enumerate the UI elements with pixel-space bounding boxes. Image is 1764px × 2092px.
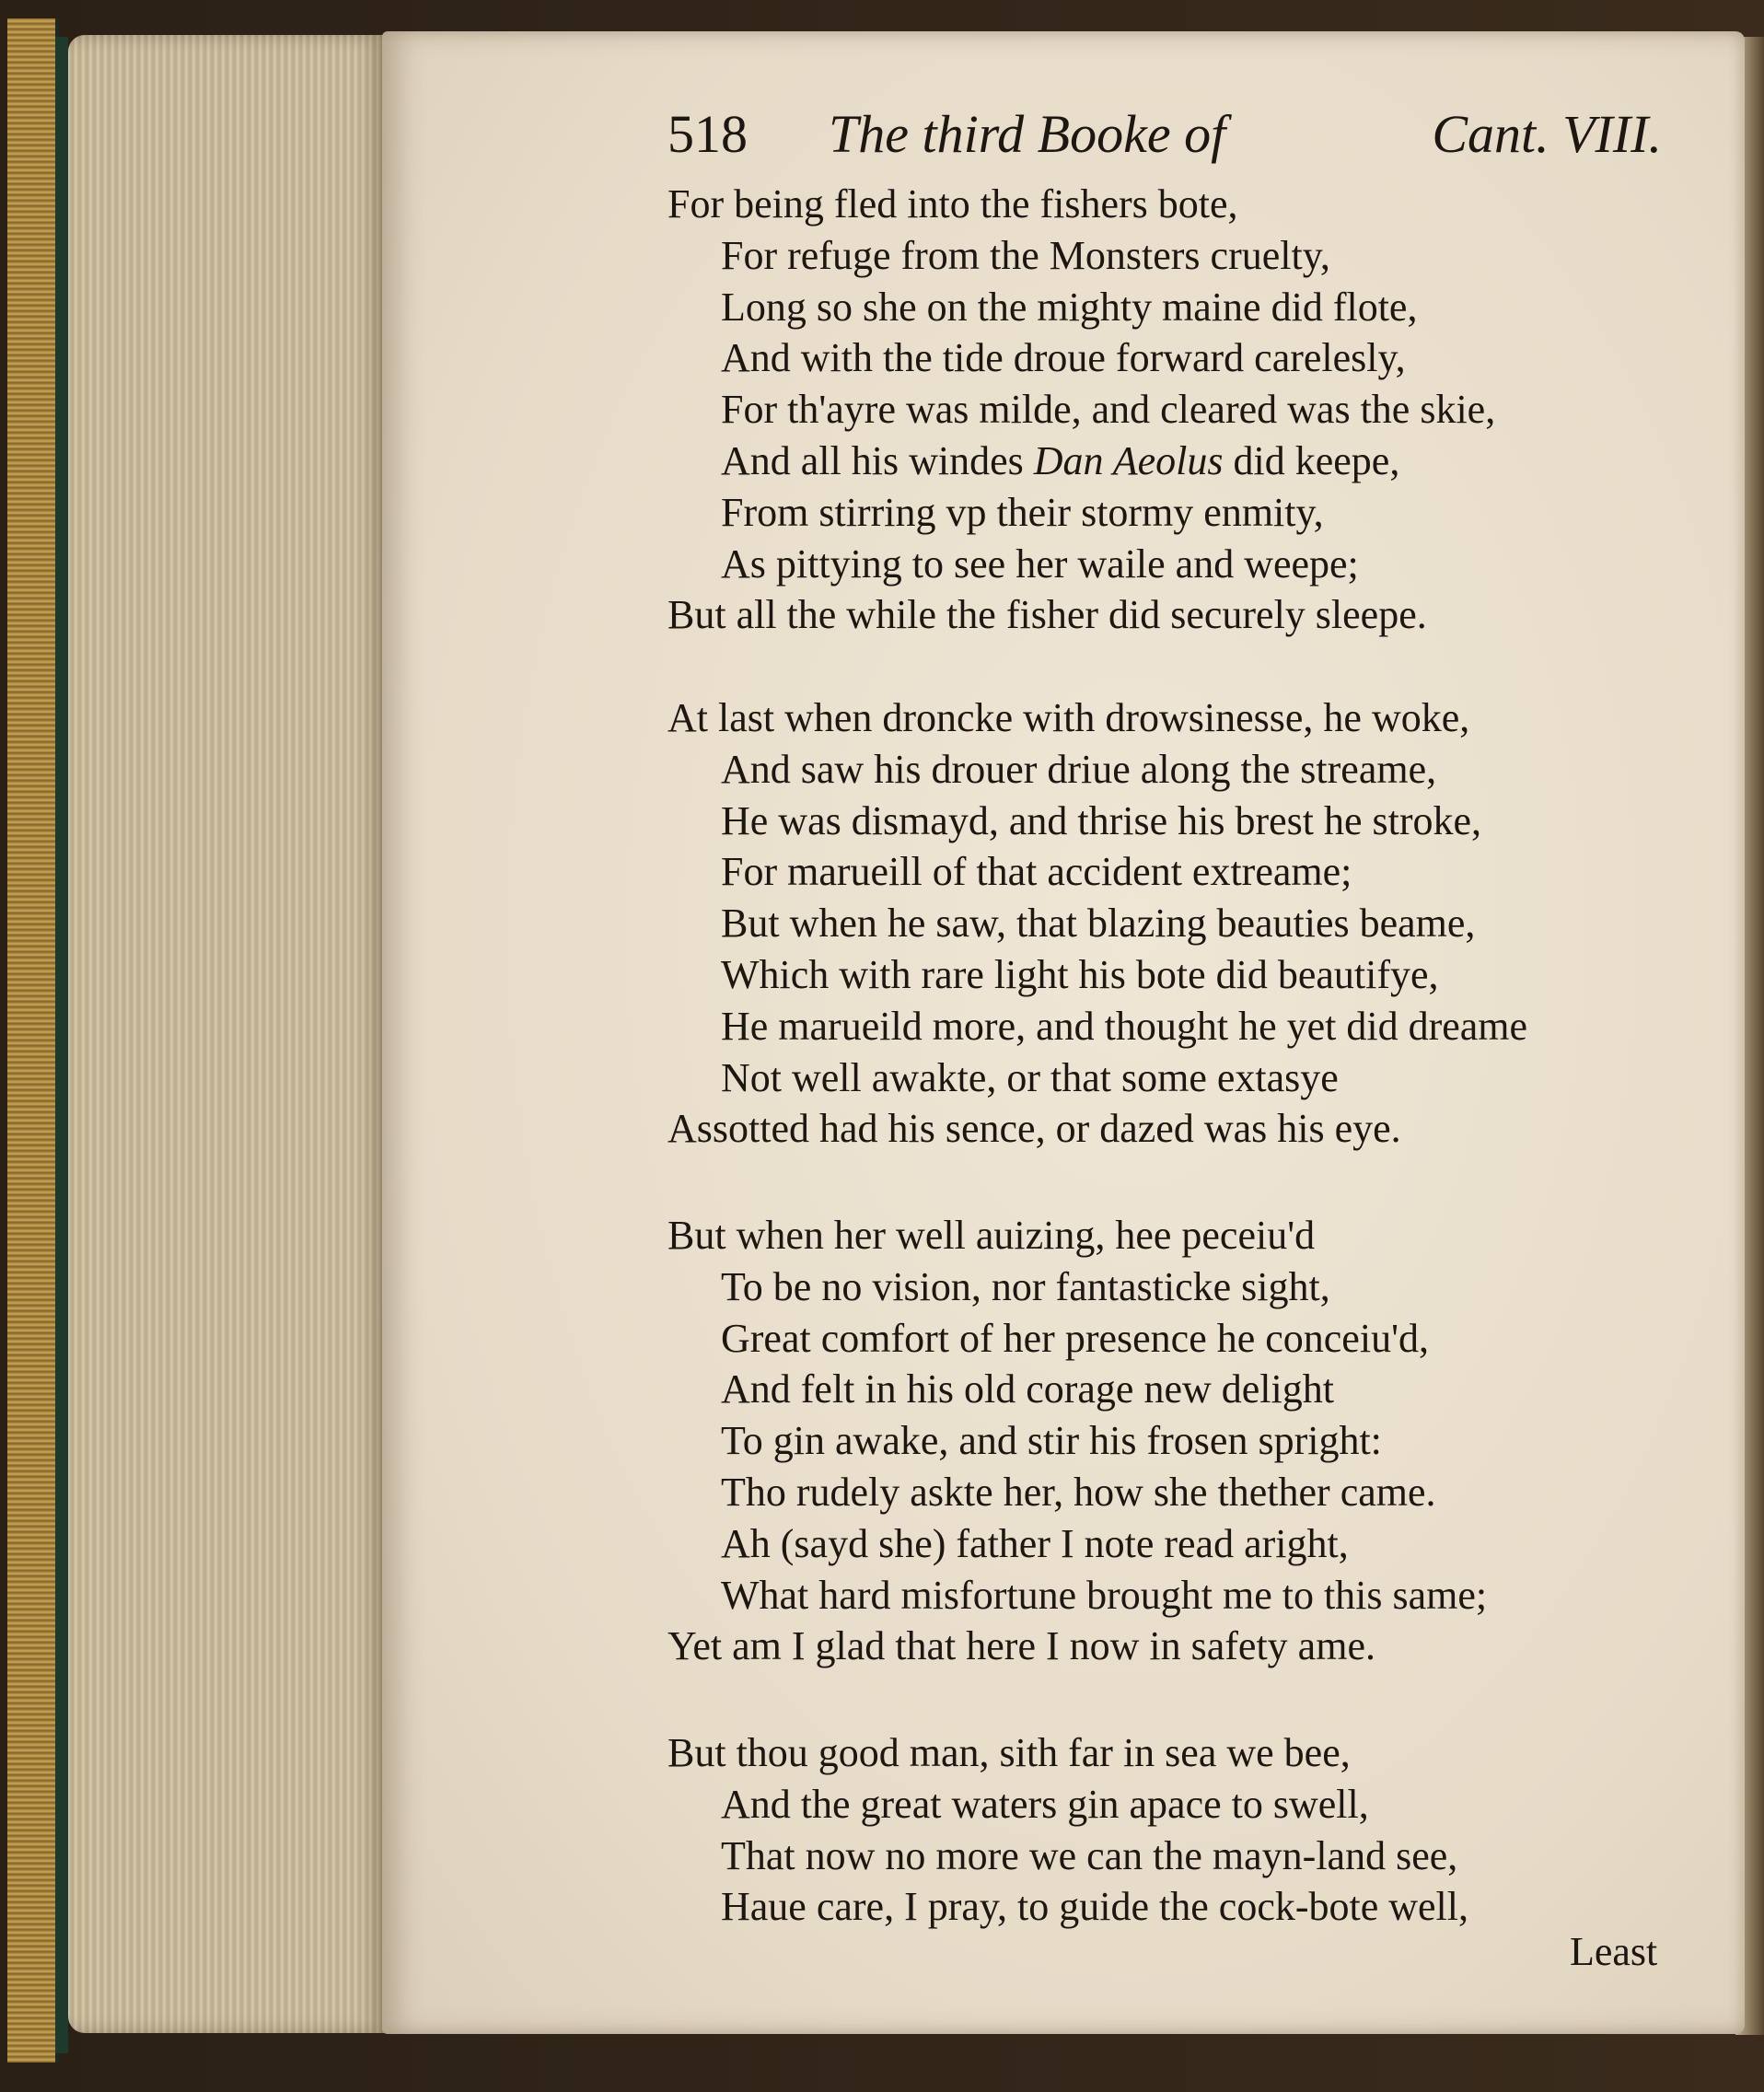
canto-number: Cant. VIII. bbox=[1432, 104, 1662, 164]
verse-line: He was dismayd, and thrise his brest he stroke, bbox=[721, 797, 1482, 843]
verse-line: And saw his drouer driue along the streame, bbox=[721, 746, 1437, 792]
verse-line-text: did keepe, bbox=[1223, 437, 1400, 483]
verse-line: And with the tide droue forward carelesly, bbox=[721, 335, 1406, 381]
verse-line: Haue care, I pray, to guide the cock-bote well, bbox=[721, 1884, 1469, 1930]
verse-line: To be no vision, nor fantasticke sight, bbox=[721, 1263, 1330, 1309]
verse-line: As pittying to see her waile and weepe; bbox=[721, 540, 1359, 587]
verse-line: Tho rudely askte her, how she thether came. bbox=[721, 1469, 1436, 1515]
verse-line: Great comfort of her presence he conceiu'd, bbox=[721, 1315, 1429, 1361]
verse-line: From stirring vp their stormy enmity, bbox=[721, 489, 1324, 535]
verse-line: At last when droncke with drowsinesse, he woke, bbox=[667, 695, 1470, 740]
verse-line: But when her well auizing, hee peceiu'd bbox=[667, 1213, 1316, 1258]
verse-line: But thou good man, sith far in sea we bee, bbox=[667, 1730, 1351, 1775]
verse-line: For th'ayre was milde, and cleared was the skie, bbox=[721, 387, 1496, 433]
verse-line: Yet am I glad that here I now in safety ame. bbox=[667, 1623, 1375, 1669]
running-title: The third Booke of bbox=[829, 104, 1226, 164]
verse-line-text: And all his windes bbox=[721, 437, 1034, 483]
verse-line: But when he saw, that blazing beauties beame, bbox=[721, 901, 1476, 947]
stanza-2 bbox=[667, 692, 1634, 1155]
page-block-edges bbox=[68, 35, 386, 2033]
verse-line bbox=[667, 436, 1634, 487]
running-head bbox=[667, 101, 1662, 175]
gilt-binding-edge bbox=[7, 18, 59, 2063]
verse-line: For marueill of that accident extreame; bbox=[721, 849, 1352, 895]
verse-line: To gin awake, and stir his frosen spright: bbox=[721, 1418, 1382, 1464]
stanza-3 bbox=[667, 1210, 1634, 1672]
verse-line: For refuge from the Monsters cruelty, bbox=[721, 232, 1330, 278]
verse-line: Assotted had his sence, or dazed was his eye. bbox=[667, 1106, 1401, 1152]
italic-name: Dan Aeolus bbox=[1033, 437, 1224, 483]
page-number: 518 bbox=[667, 104, 748, 164]
verse-line: What hard misfortune brought me to this same; bbox=[721, 1572, 1488, 1618]
stanza-4 bbox=[667, 1727, 1634, 1933]
binding-leather-strip bbox=[55, 37, 68, 2053]
stanza-1 bbox=[667, 179, 1634, 641]
verse-line: Ah (sayd she) father I note read aright, bbox=[721, 1520, 1349, 1566]
catchword: Least bbox=[1570, 1929, 1658, 1974]
verse-line: That now no more we can the mayn-land see, bbox=[721, 1832, 1458, 1878]
verse-line: For being fled into the fishers bote, bbox=[667, 181, 1238, 227]
verse-line: Long so she on the mighty maine did flote, bbox=[721, 284, 1418, 330]
verse-line: He marueild more, and thought he yet did dreame bbox=[721, 1003, 1528, 1049]
verse-line: And felt in his old corage new delight bbox=[721, 1366, 1334, 1412]
verse-line: And the great waters gin apace to swell, bbox=[721, 1781, 1369, 1827]
verse-line: Which with rare light his bote did beautifye, bbox=[721, 951, 1439, 997]
verse-line: Not well awakte, or that some extasye bbox=[721, 1054, 1339, 1100]
verse-line: But all the while the fisher did securely sleepe. bbox=[667, 592, 1427, 638]
